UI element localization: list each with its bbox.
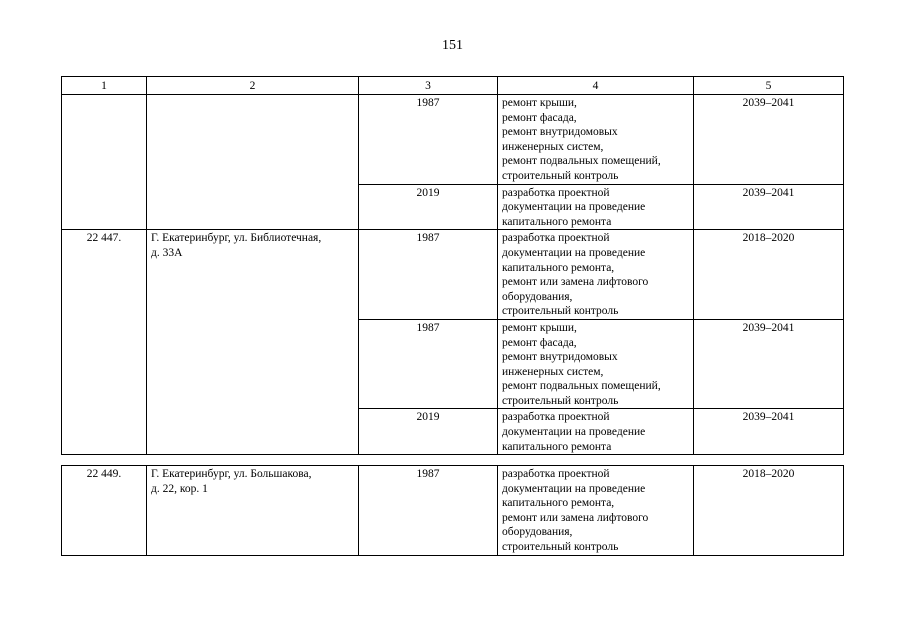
work-item: документации на проведение	[502, 426, 646, 439]
work-item: ремонт фасада,	[502, 336, 577, 349]
row-number-cell: 22 447.	[62, 230, 147, 455]
work-item: строительный контроль	[502, 540, 619, 553]
period-cell: 2018–2020	[694, 230, 844, 320]
address-cell	[147, 230, 359, 455]
period-cell: 2039–2041	[694, 319, 844, 409]
work-item: инженерных систем,	[502, 365, 604, 378]
address-line: д. 33А	[151, 246, 183, 259]
row-number-cell: 22 449.	[62, 466, 147, 556]
work-item: оборудования,	[502, 290, 573, 303]
work-item: ремонт или замена лифтового	[502, 511, 649, 524]
table-row	[62, 230, 844, 320]
work-item: ремонт крыши,	[502, 97, 577, 109]
row-number-cell	[62, 95, 147, 230]
address-cell	[147, 466, 359, 556]
work-item: разработка проектной	[502, 411, 610, 424]
work-item: капитального ремонта,	[502, 261, 615, 274]
address-cell	[147, 95, 359, 230]
work-item: ремонт или замена лифтового	[502, 276, 649, 289]
work-item: ремонт фасада,	[502, 111, 577, 124]
work-item: ремонт внутридомовых	[502, 126, 618, 139]
page-number: 151	[442, 38, 463, 53]
year-cell: 2019	[359, 184, 498, 230]
work-item: ремонт подвальных помещений,	[502, 155, 661, 168]
address-line: Г. Екатеринбург, ул. Большакова,	[151, 468, 312, 480]
work-item: строительный контроль	[502, 394, 619, 407]
work-item: разработка проектной	[502, 468, 610, 480]
header-cell: 3	[359, 77, 498, 95]
period-cell: 2039–2041	[694, 184, 844, 230]
work-item: оборудования,	[502, 526, 573, 539]
table-header-row	[62, 77, 844, 95]
works-cell	[498, 466, 694, 556]
repair-schedule-table	[61, 76, 844, 455]
work-item: документации на проведение	[502, 201, 646, 214]
work-item: документации на проведение	[502, 246, 646, 259]
header-cell: 5	[694, 77, 844, 95]
table-row	[62, 466, 844, 556]
work-item: разработка проектной	[502, 232, 610, 245]
period-cell: 2018–2020	[694, 466, 844, 556]
works-cell	[498, 230, 694, 320]
year-cell: 1987	[359, 95, 498, 185]
address-line: д. 22, кор. 1	[151, 482, 208, 495]
address-line: Г. Екатеринбург, ул. Библиотечная,	[151, 232, 322, 245]
work-item: капитального ремонта	[502, 215, 612, 228]
year-cell: 1987	[359, 466, 498, 556]
period-cell: 2039–2041	[694, 409, 844, 455]
works-cell	[498, 319, 694, 409]
work-item: разработка проектной	[502, 186, 610, 199]
works-cell	[498, 409, 694, 455]
period-cell: 2039–2041	[694, 95, 844, 185]
year-cell: 2019	[359, 409, 498, 455]
work-item: строительный контроль	[502, 305, 619, 318]
header-cell: 2	[147, 77, 359, 95]
work-item: строительный контроль	[502, 169, 619, 182]
table-row	[62, 95, 844, 185]
year-cell: 1987	[359, 230, 498, 320]
work-item: капитального ремонта,	[502, 497, 615, 510]
work-item: ремонт внутридомовых	[502, 351, 618, 364]
work-item: капитального ремонта	[502, 440, 612, 453]
work-item: инженерных систем,	[502, 140, 604, 153]
header-cell: 1	[62, 77, 147, 95]
works-cell	[498, 184, 694, 230]
year-cell: 1987	[359, 319, 498, 409]
works-cell	[498, 95, 694, 185]
header-cell: 4	[498, 77, 694, 95]
work-item: ремонт подвальных помещений,	[502, 380, 661, 393]
repair-schedule-table-continued	[61, 465, 844, 556]
work-item: ремонт крыши,	[502, 321, 577, 334]
work-item: документации на проведение	[502, 482, 646, 495]
